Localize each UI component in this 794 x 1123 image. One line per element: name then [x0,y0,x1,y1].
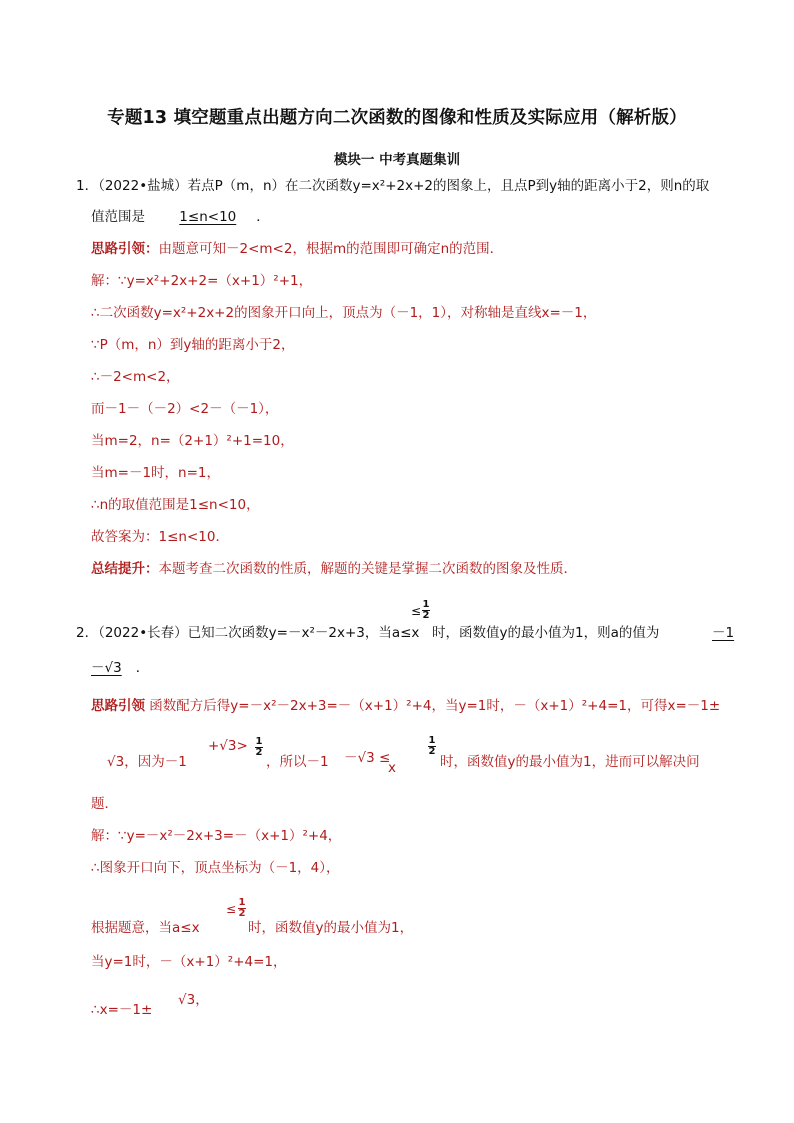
q1-step-8: ∴n的取值范围是1≤n<10， [91,497,260,513]
q1-summary [91,560,577,578]
q1-step-6: 当m=2，n=（2+1）²+1=10， [91,433,294,449]
page-title: 专题13 填空题重点出题方向二次函数的图像和性质及实际应用（解析版） [107,108,687,128]
q2-hint-b6: 时，函数值y的最小值为1，进而可以解决问 [440,754,700,770]
q2-question-a: 2．（2022•长春）已知二次函数y=－x²－2x+3，当a≤x [76,625,420,641]
q2-step-3a: 根据题意，当a≤x [91,920,200,936]
q1-step-5: 而－1－（－2）<2－（－1）， [91,401,279,417]
q2-hint-frac2-num: 1 [428,735,436,746]
q1-step-1: 解：∵y=x²+2x+2=（x+1）²+1， [91,273,313,289]
q1-question-end: ． [256,209,270,225]
q2-hint-b1: √3，因为－1 [107,754,187,770]
q2-answer-b: －√3 [91,660,122,676]
q1-answer: 1≤n<10 [179,209,237,225]
q2-hint-b2: +√3> [208,738,248,754]
q2-hint-fraction-1 [255,737,263,758]
q2-step3-le-sign: ≤ [226,902,237,916]
q1-question-text: 值范围是 [91,209,145,225]
q2-half-den: 2 [422,610,430,621]
q2-hint-line1 [91,694,720,714]
q2-step-2: ∴图象开口向下，顶点坐标为（－1，4）， [91,860,340,876]
q2-hint-frac1-den: 2 [255,747,263,758]
q1-step-3: ∵P（m，n）到y轴的距离小于2， [91,337,295,353]
q2-hint-frac2-den: 2 [428,746,436,757]
q2-answer-end: ． [135,660,150,676]
q1-summary-label: 总结提升： [91,561,159,577]
q2-hint-fraction-2 [428,736,436,757]
q2-answer-line2 [91,656,149,676]
q2-hint-frac1-num: 1 [255,736,263,747]
q1-question-line2 [91,208,270,226]
q1-hint-label: 思路引领： [91,241,159,257]
q2-hint-b3: ，所以－1 [266,754,329,770]
q2-answer-a: －1 [712,625,735,641]
q1-step-4: ∴－2<m<2， [91,369,180,385]
q2-half-num: 1 [422,599,430,610]
q2-le-sign: ≤ [411,604,422,618]
q2-hint-text-a: 函数配方后得y=－x²－2x+3=－（x+1）²+4，当y=1时，－（x+1）²+4=1，可得x=－1± [149,698,721,714]
q2-step-4: 当y=1时，－（x+1）²+4=1， [91,954,287,970]
q1-hint-text: 由题意可知－2<m<2，根据m的范围即可确定n的范围． [158,241,504,257]
q1-summary-text: 本题考查二次函数的性质，解题的关键是掌握二次函数的图象及性质． [158,561,577,577]
q2-step3-frac-num: 1 [238,897,246,908]
q2-step-1: 解：∵y=－x²－2x+3=－（x+1）²+4， [91,828,342,844]
q2-step3-fraction [238,898,246,919]
q2-question-b: 时，函数值y的最小值为1，则a的值为 [432,625,660,641]
q2-step-3b: 时，函数值y的最小值为1， [248,920,414,936]
q2-half-fraction [422,600,430,621]
q2-hint-label: 思路引领 [91,698,145,714]
q1-step-9: 故答案为：1≤n<10． [91,529,229,545]
q2-step-5b: √3， [178,992,209,1008]
q2-step3-frac-den: 2 [238,908,246,919]
q2-hint-b5: x [388,760,396,776]
q1-step-7: 当m=－1时，n=1， [91,465,221,481]
q2-hint-b4: －√3 ≤ [344,750,391,766]
q1-step-2: ∴二次函数y=x²+2x+2的图象开口向上，顶点为（－1，1），对称轴是直线x=－1， [91,305,597,321]
q2-step-5a: ∴x=－1± [91,1002,153,1018]
section-title: 模块一 中考真题集训 [333,152,461,168]
q1-hint [91,240,503,258]
q2-hint-c: 题． [91,796,118,812]
q1-question-line1: 1．（2022•盐城）若点P（m，n）在二次函数y=x²+2x+2的图象上，且点P到y轴的距离小于2，则n的取 [76,178,710,194]
